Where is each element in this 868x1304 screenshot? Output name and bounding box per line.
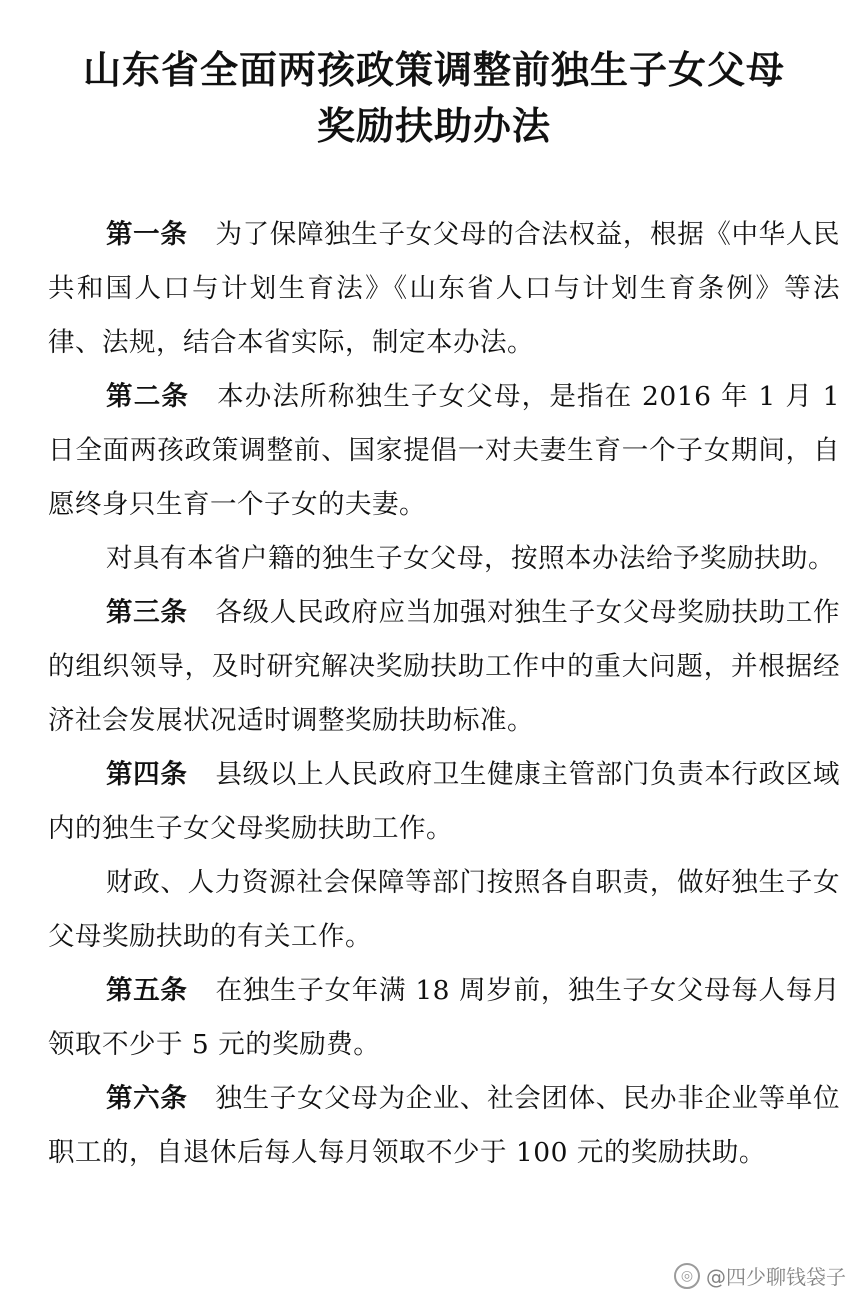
article-number: 第五条 (106, 975, 188, 1006)
document-title-line-2: 奖励扶助办法 (316, 104, 551, 148)
article-text: 对具有本省户籍的独生子女父母，按照本办法给予奖励扶助。 (106, 543, 835, 574)
article-text: 财政、人力资源社会保障等部门按照各自职责，做好独生子女父母奖励扶助的有关工作。 (48, 867, 840, 952)
article-4-paragraph (48, 748, 840, 856)
document-body (48, 208, 840, 1180)
article-text: 本办法所称独生子女父母，是指在 2016 年 1 月 1 日全面两孩政策调整前、国家提倡一对夫妻生育一个子女期间，自愿终身只生育一个子女的夫妻。 (48, 381, 841, 520)
document-title (0, 42, 868, 154)
article-text: 县级以上人民政府卫生健康主管部门负责本行政区域内的独生子女父母奖励扶助工作。 (48, 759, 841, 844)
article-text: 为了保障独生子女父母的合法权益，根据《中华人民共和国人口与计划生育法》《山东省人口与计划生育条例》等法律、法规，结合本省实际，制定本办法。 (48, 219, 841, 358)
article-6-paragraph (48, 1072, 840, 1180)
article-text: 独生子女父母为企业、社会团体、民办非企业等单位职工的，自退休后每人每月领取不少于 100 元的奖励扶助。 (48, 1083, 841, 1168)
article-4-continuation-paragraph (48, 856, 840, 964)
article-text: 各级人民政府应当加强对独生子女父母奖励扶助工作的组织领导，及时研究解决奖励扶助工作中的重大问题，并根据经济社会发展状况适时调整奖励扶助标准。 (48, 597, 841, 736)
article-3-paragraph (48, 586, 840, 748)
article-1-paragraph (48, 208, 840, 370)
watermark (674, 1261, 846, 1290)
article-2-continuation-paragraph (48, 532, 840, 586)
watermark-text: @四少聊钱袋子 (706, 1265, 846, 1289)
article-number: 第六条 (106, 1083, 188, 1114)
watermark-logo-icon: ◎ (674, 1263, 700, 1289)
document-title-line-1: 山东省全面两孩政策调整前独生子女父母 (82, 48, 785, 92)
article-text: 在独生子女年满 18 周岁前，独生子女父母每人每月领取不少于 5 元的奖励费。 (48, 975, 840, 1060)
article-number: 第二条 (106, 381, 190, 412)
article-number: 第三条 (106, 597, 188, 628)
article-2-paragraph (48, 370, 840, 532)
article-5-paragraph (48, 964, 840, 1072)
article-number: 第一条 (106, 219, 188, 250)
article-number: 第四条 (106, 759, 188, 790)
